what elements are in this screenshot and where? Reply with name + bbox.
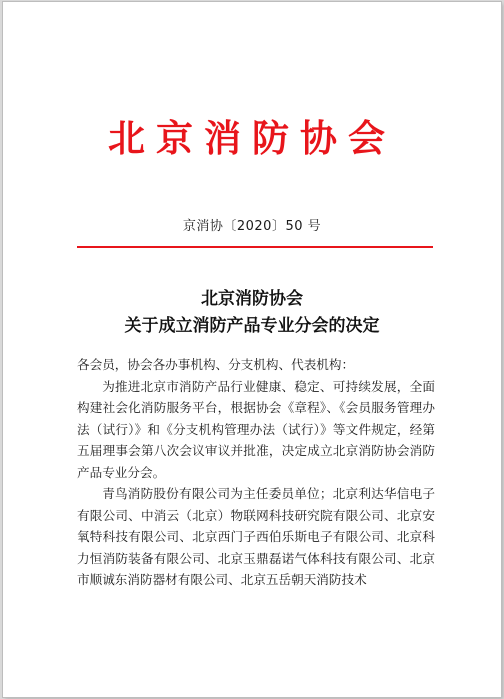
- document-body: [77, 354, 435, 591]
- document-title-line-2: 关于成立消防产品专业分会的决定: [124, 316, 380, 336]
- document-title-line-1: 北京消防协会: [201, 289, 303, 309]
- masthead-title: 北京消防协会: [108, 116, 396, 160]
- body-paragraph-1: 为推进北京市消防产品行业健康、稳定、可持续发展，全面构建社会化消防服务平台，根据协会《章程》、《会员服务管理办法（试行）》和《分支机构管理办法（试行）》等文件规定，经第五届理事会第八次会议审议并批准，决定成立北京消防协会消防产品专业分会。: [77, 378, 435, 480]
- body-paragraph-2: 青鸟消防股份有限公司为主任委员单位；北京利达华信电子有限公司、中消云（北京）物联网科技研究院有限公司、北京安氧特科技有限公司、北京西门子西伯乐斯电子有限公司、北京科力恒消防装备有限公司、北京玉鼎磊诺气体科技有限公司、北京市顺诚东消防器材有限公司、北京五岳朝天消防技术: [77, 486, 435, 587]
- salutation: 各会员，协会各办事机构、分支机构、代表机构：: [77, 357, 355, 372]
- document-number: 京消协〔2020〕50 号: [182, 219, 322, 234]
- document-page: [3, 2, 501, 697]
- red-separator-line: [77, 246, 433, 248]
